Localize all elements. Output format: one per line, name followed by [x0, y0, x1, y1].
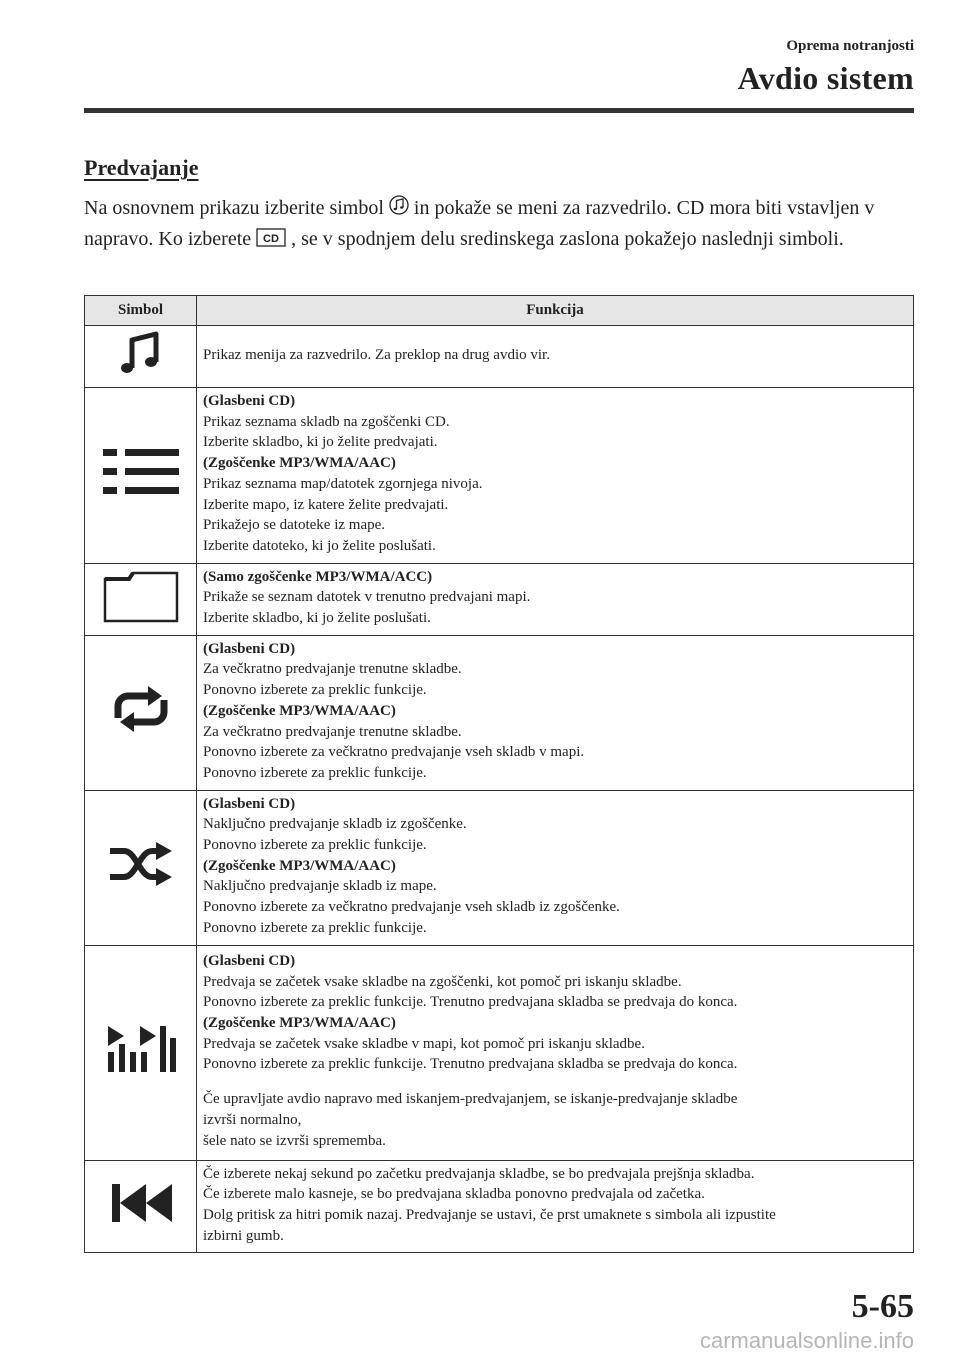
description-line: Naključno predvajanje skladb iz mape.: [203, 878, 437, 895]
description-line: (Zgoščenke MP3/WMA/AAC): [203, 702, 396, 719]
symbol-cell: [85, 388, 197, 564]
description-line: (Glasbeni CD): [203, 640, 296, 657]
intro-text-3: , se v spodnjem delu sredinskega zaslona pokažejo naslednji simboli.: [291, 228, 844, 250]
table-row: [85, 326, 914, 388]
symbol-cell: [85, 945, 197, 1160]
description-line: izbirni gumb.: [203, 1227, 284, 1244]
description-line: Ponovno izberete za preklic funkcije.: [203, 764, 427, 781]
table-row: [85, 790, 914, 945]
description-cell: [197, 945, 914, 1160]
description-line: šele nato se izvrši sprememba.: [203, 1132, 386, 1149]
symbol-cell: [85, 563, 197, 635]
description-line: (Glasbeni CD): [203, 795, 296, 812]
watermark: carmanualsonline.info: [699, 1328, 914, 1353]
description-cell: [197, 563, 914, 635]
header-subtitle: Oprema notranjosti: [786, 38, 914, 54]
description-line: (Samo zgoščenke MP3/WMA/ACC): [203, 568, 433, 585]
description-line: (Glasbeni CD): [203, 952, 296, 969]
intro-text-1: Na osnovnem prikazu izberite simbol: [84, 197, 389, 219]
description-line: (Zgoščenke MP3/WMA/AAC): [203, 1015, 396, 1032]
intro-paragraph: [84, 194, 914, 256]
table-row: [85, 563, 914, 635]
description-line: Če izberete malo kasneje, se bo predvajana skladba ponovno predvajala od začetka.: [203, 1186, 705, 1203]
header-function: Funkcija: [197, 296, 914, 326]
description-line: Izberite skladbo, ki jo želite poslušati.: [203, 610, 431, 627]
description-line: izvrši normalno,: [203, 1111, 302, 1128]
description-line: Prikaz seznama skladb na zgoščenki CD.: [203, 413, 450, 430]
repeat-icon: [106, 684, 176, 734]
description-line: Prikaže se seznam datotek v trenutno predvajani mapi.: [203, 589, 531, 606]
skip-back-icon: [108, 1182, 174, 1224]
description-line: Ponovno izberete za preklic funkcije.: [203, 682, 427, 699]
table-row: [85, 1160, 914, 1253]
description-line: Ponovno izberete za večkratno predvajanje vseh skladb iz zgoščenke.: [203, 899, 620, 916]
folder-icon: [103, 569, 179, 623]
symbol-cell: [85, 1160, 197, 1253]
music-note-icon: [117, 329, 165, 377]
header-symbol: Simbol: [85, 296, 197, 326]
table-header-row: [85, 296, 914, 326]
symbol-cell: [85, 635, 197, 790]
header-title: Avdio sistem: [737, 60, 914, 96]
description-line: Ponovno izberete za preklic funkcije. Trenutno predvajana skladba se predvaja do konca.: [203, 994, 738, 1011]
description-line: Za večkratno predvajanje trenutne skladbe.: [203, 723, 462, 740]
description-line: Ponovno izberete za večkratno predvajanje vseh skladb v mapi.: [203, 744, 585, 761]
symbol-cell: [85, 326, 197, 388]
description-line: Dolg pritisk za hitri pomik nazaj. Predvajanje se ustavi, če prst umaknete s simbola ali izpustite: [203, 1206, 776, 1223]
description-line: Ponovno izberete za preklic funkcije.: [203, 837, 427, 854]
description-line: Prikaz menija za razvedrilo. Za preklop na drug avdio vir.: [203, 346, 550, 363]
description-line: (Zgoščenke MP3/WMA/AAC): [203, 857, 396, 874]
description-cell: [197, 1160, 914, 1253]
description-line: Ponovno izberete za preklic funkcije.: [203, 919, 427, 936]
shuffle-icon: [106, 841, 176, 887]
description-cell: [197, 326, 914, 388]
description-cell: [197, 790, 914, 945]
page-number: 5-65: [851, 1288, 914, 1325]
functions-table: [84, 295, 914, 1253]
header-rule: [84, 108, 914, 113]
music-note-icon: [389, 194, 409, 225]
description-line: (Glasbeni CD): [203, 393, 296, 409]
description-line: Prikažejo se datoteke iz mape.: [203, 517, 386, 534]
description-line: Če upravljate avdio napravo med iskanjem-predvajanjem, se iskanje-predvajanje skladbe: [203, 1091, 738, 1108]
cd-icon: [256, 227, 286, 256]
table-row: [85, 945, 914, 1160]
description-line: Izberite skladbo, ki jo želite predvajati.: [203, 434, 438, 451]
scan-icon: [106, 1024, 176, 1074]
description-line: Če izberete nekaj sekund po začetku predvajanja skladbe, se bo predvajala prejšnja skladba.: [203, 1165, 755, 1182]
description-cell: [197, 635, 914, 790]
description-cell: [197, 388, 914, 564]
symbol-cell: [85, 790, 197, 945]
description-line: Prikaz seznama map/datotek zgornjega nivoja.: [203, 475, 483, 492]
description-line: Izberite mapo, iz katere želite predvajati.: [203, 496, 449, 513]
section-title: Predvajanje: [84, 155, 199, 180]
table-row: [85, 635, 914, 790]
cd-icon-label: CD: [263, 233, 280, 245]
description-line: Predvaja se začetek vsake skladbe na zgoščenki, kot pomoč pri iskanju skladbe.: [203, 973, 682, 990]
description-line: Izberite datoteko, ki jo želite poslušati.: [203, 537, 436, 554]
description-line: Ponovno izberete za preklic funkcije. Trenutno predvajana skladba se predvaja do konca.: [203, 1056, 738, 1073]
description-line: (Zgoščenke MP3/WMA/AAC): [203, 455, 396, 472]
table-row: [85, 388, 914, 564]
description-line: Za večkratno predvajanje trenutne skladbe.: [203, 661, 462, 678]
description-line: Naključno predvajanje skladb iz zgoščenke.: [203, 816, 467, 833]
paragraph-gap: [203, 1075, 907, 1089]
list-icon: [101, 445, 181, 499]
intro-text-2: in pokaže se meni za razvedrilo. CD mora biti vstavljen v napravo. Ko izberete: [84, 197, 875, 250]
description-line: Predvaja se začetek vsake skladbe v mapi, kot pomoč pri iskanju skladbe.: [203, 1035, 645, 1052]
